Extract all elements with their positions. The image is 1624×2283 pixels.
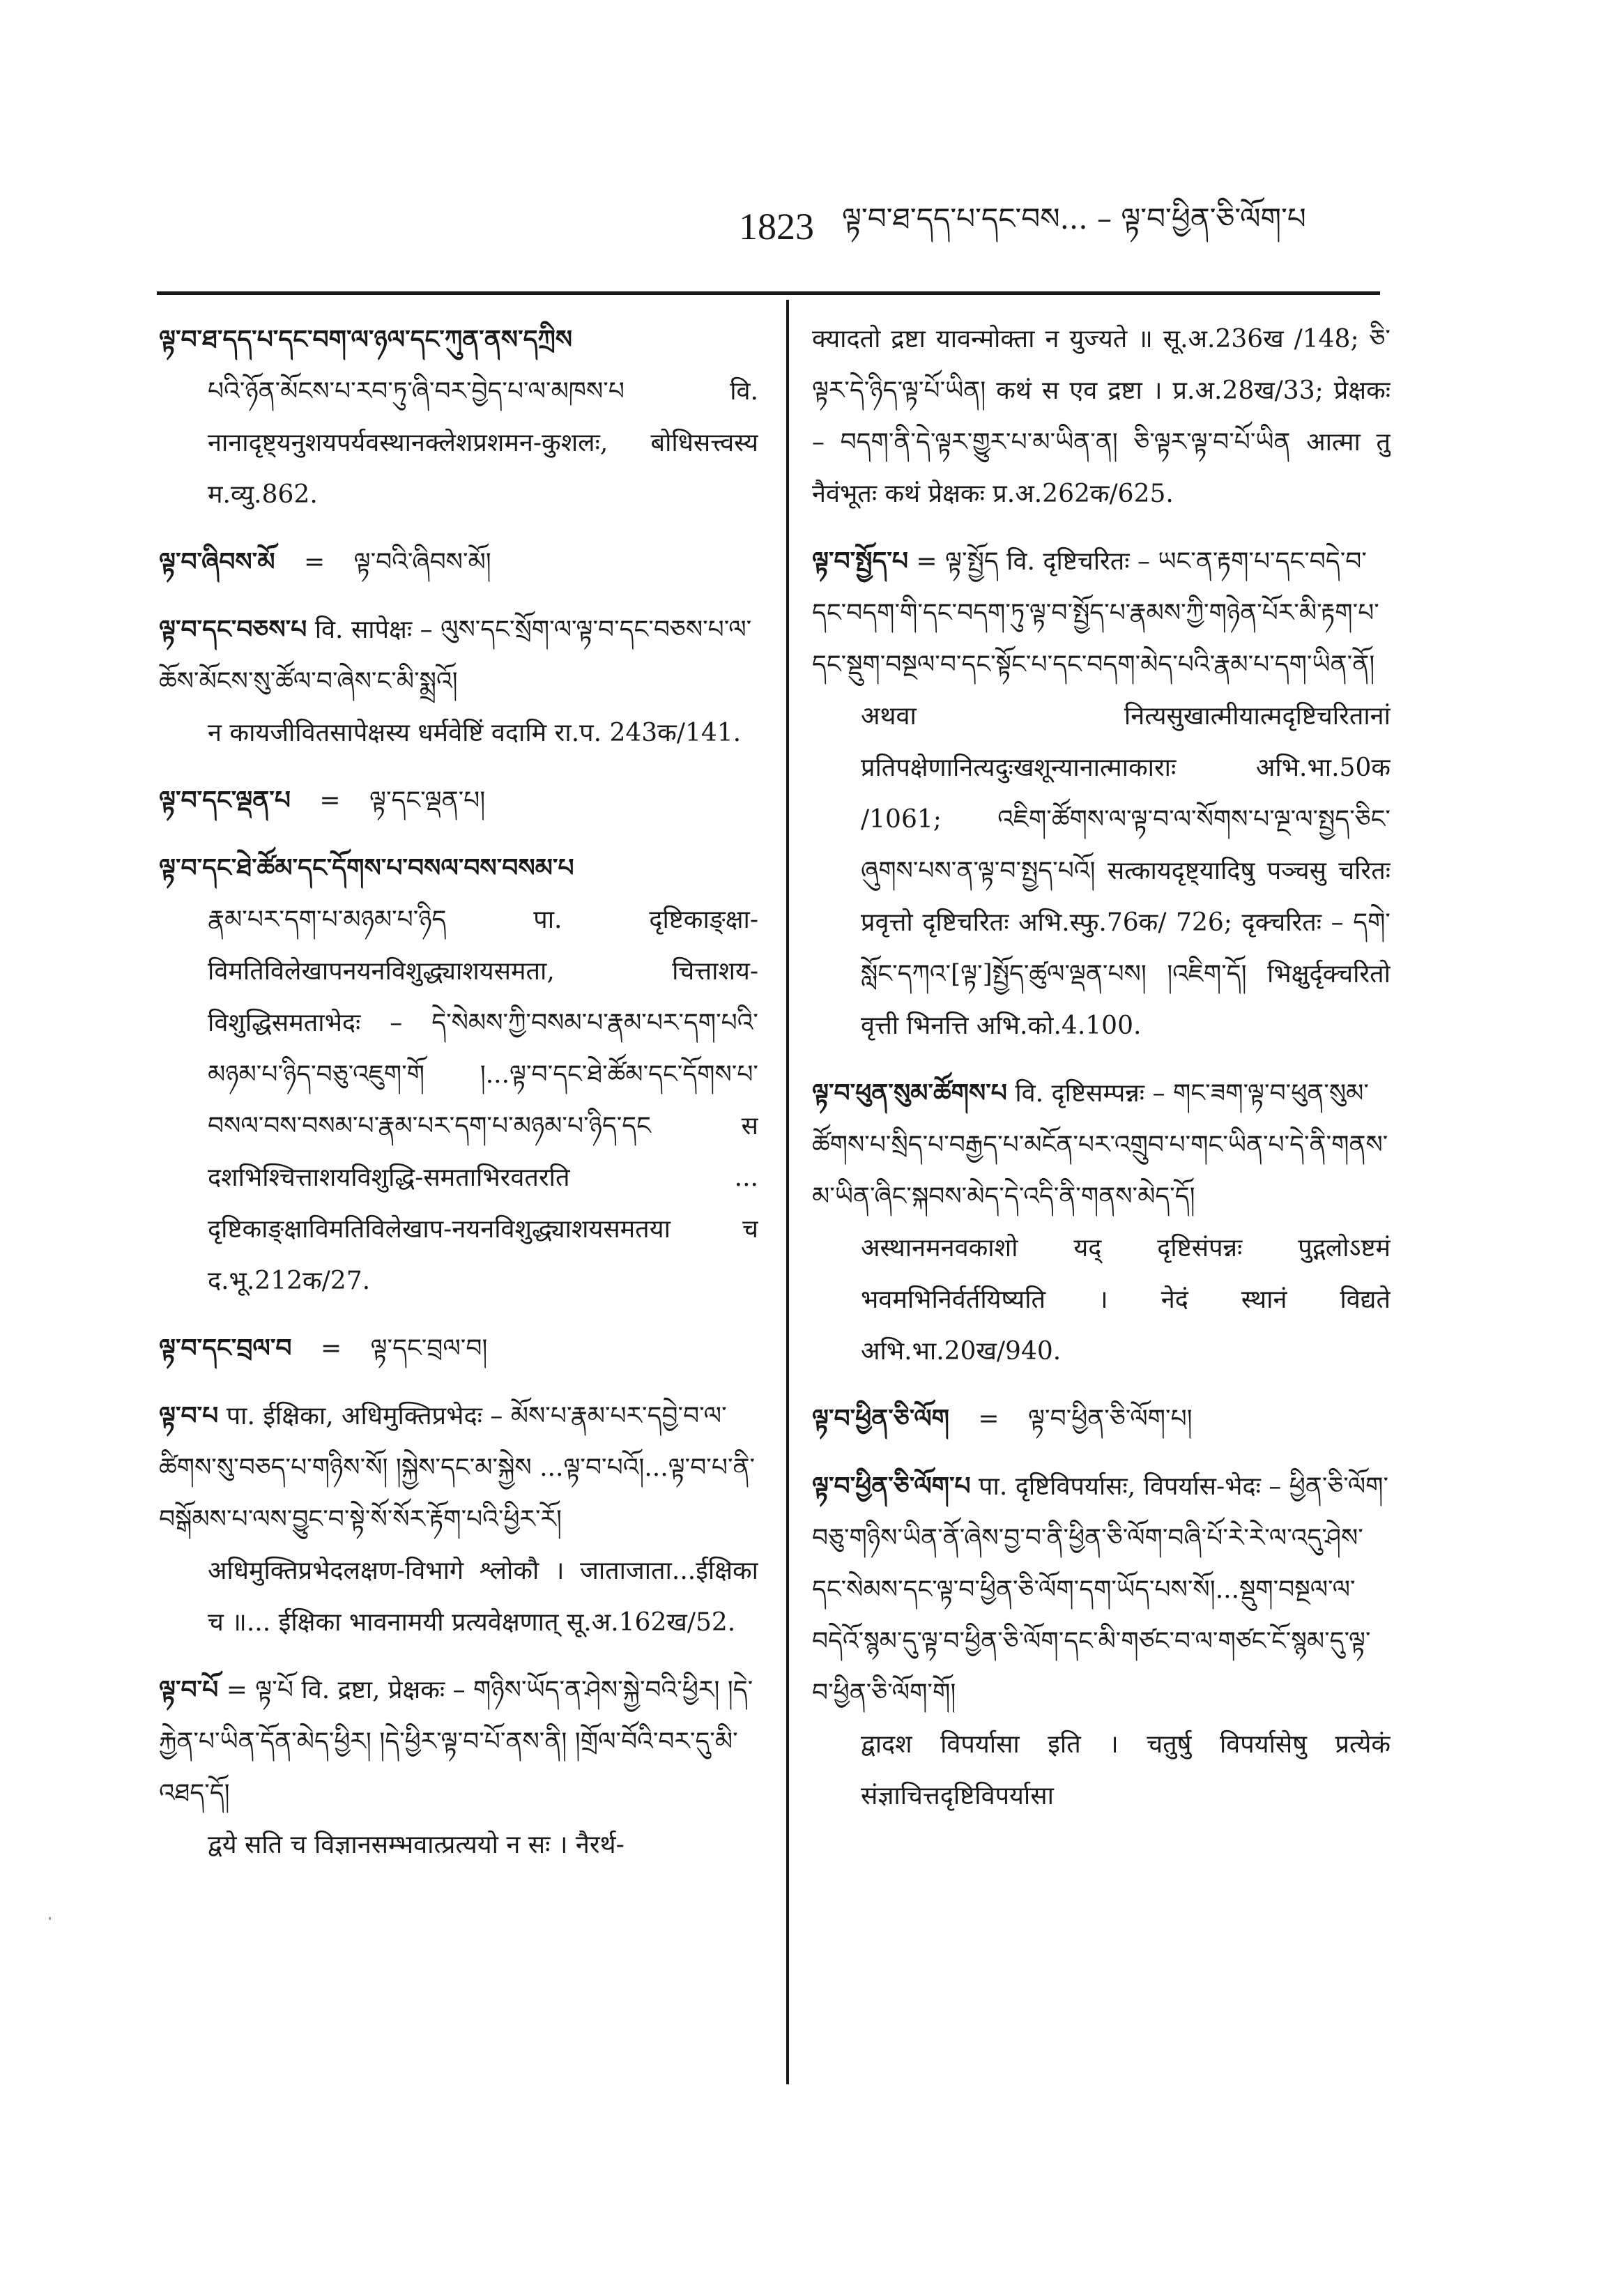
- running-head: ལྟ་བ་ཐ་དད་པ་དང་བས... – ལྟ་བ་ཕྱིན་ཅི་ལོག་པ: [842, 201, 1306, 236]
- dictionary-entry: [159, 604, 758, 759]
- entry-body: अधिमुक्तिप्रभेदलक्षण-विभागे श्लोकौ । जाताजाता...ईक्षिका च ॥... ईक्षिका भावनामयी प्रत्यवेक्षणात् सू.अ.162ख/52.: [208, 1557, 758, 1637]
- entry-gloss: ལྟ་བའི་ཞིབས་མོ།: [353, 548, 491, 577]
- entry-body: न कायजीवितसापेक्षस्य धर्मवेष्टिं वदामि रा.प. 243क/141.: [208, 719, 742, 747]
- entry-gloss: = ལྟ་པོ वि. द्रष्टा, प्रेक्षकः – གཉིས་ཡོད་ན་ཤེས་སྐྱེ་བའི་ཕྱིར། །དེ་རྐྱེན་པ་ཡིན་དོན་མེད་ཕྱིར། །དེ་ཕྱིར་ལྟ་བ་པོ་ནས་ནི། །གྲོལ་བོའི་བར་དུ་མི་འཐད་དོ།: [159, 1676, 753, 1808]
- entry-gloss: ལྟ་བ་ཕྱིན་ཅི་ལོག་པ།: [1028, 1405, 1193, 1433]
- page-header: [739, 195, 1436, 258]
- dictionary-entry: [812, 1460, 1391, 1822]
- entry-headword: ལྟ་བ་དང་བྲལ་བ: [159, 1334, 292, 1363]
- continued-entry-text: क्यादतो द्रष्टा यावन्मोक्ता न युज्यते ॥ सू.अ.236ख /148; ཅི་ལྟར་དེ་ཉིད་ལྟ་པོ་ཡིན། कथं स एव द्रष्टा । प्र.अ.28ख/33; प्रेक्षकः – བདག་ནི་དེ་ལྟར་གྱུར་པ་མ་ཡིན་ན། ཅི་ལྟར་ལྟ་བ་པོ་ཡིན आत्मा तु नैवंभूतः कथं प्रेक्षकः प्र.अ.262क/625.: [812, 325, 1391, 508]
- dictionary-entry: [812, 535, 1391, 1052]
- entry-equals: =: [303, 548, 325, 577]
- entry-headword: ལྟ་བ་ཕྱིན་ཅི་ལོག་པ: [812, 1472, 971, 1501]
- entry-gloss: ལྟ་དང་ལྡན་པ།: [369, 786, 486, 815]
- entry-headword: ལྟ་བ་དང་ལྡན་པ: [159, 786, 291, 815]
- entry-body: अस्थानमनवकाशो यद् दृष्टिसंपन्नः पुद्गलोऽष्टमं भवमभिनिर्वर्तयिष्यति । नेदं स्थानं विद्यते अभि.भा.20ख/940.: [861, 1234, 1391, 1366]
- entry-headword: ལྟ་བ་ཕུན་སུམ་ཚོགས་པ: [812, 1078, 1007, 1108]
- left-column: [159, 314, 758, 2126]
- entry-gloss: ལྟ་དང་བྲལ་བ།: [370, 1334, 488, 1363]
- dictionary-entry: [159, 536, 758, 588]
- dictionary-entry: [159, 842, 758, 1307]
- entry-equals: =: [978, 1405, 999, 1433]
- header-rule: [157, 291, 1380, 295]
- entry-headword: ལྟ་བ་ཞིབས་མོ: [159, 547, 275, 577]
- entry-gloss: वि. दृष्टिसम्पन्नः – གང་ཟག་ལྟ་བ་ཕུན་སུམ་ཚོགས་པ་སྲིད་པ་བརྒྱད་པ་མངོན་པར་འགྲུབ་པ་གང་ཡིན་པ་དེ་ནི་གནས་མ་ཡིན་ཞིང་སྐབས་མེད་དེ་འདི་ནི་གནས་མེད་དོ།: [812, 1079, 1388, 1211]
- column-divider: [786, 300, 789, 2084]
- dictionary-entry: [159, 774, 758, 827]
- entry-headword: ལྟ་བ་སྤྱོད་པ: [812, 547, 908, 576]
- entry-body: द्वादश विपर्यासा इति । चतुर्षु विपर्यासेषु प्रत्येकं संज्ञाचित्तदृष्टिविपर्यासा: [861, 1730, 1391, 1810]
- entry-headword: ལྟ་བ་དང་བཅས་པ: [159, 615, 307, 644]
- entry-equals: =: [320, 1334, 342, 1363]
- entry-body: རྣམ་པར་དག་པ་མཉམ་པ་ཉིད पा. दृष्टिकाङ्क्षा-विमतिविलेखापनयनविशुद्ध्याशयसमता, चित्ताशय-विशुद्धिसमताभेदः – དེ་སེམས་ཀྱི་བསམ་པ་རྣམ་པར་དག་པའི་མཉམ་པ་ཉིད་བཅུ་འཇུག་གོ །...ལྟ་བ་དང་ཐེ་ཚོམ་དང་དོགས་པ་བསལ་བས་བསམ་པ་རྣམ་པར་དག་པ་མཉམ་པ་ཉིད་དང स दशभिश्चित्ताशयविशुद्धि-समताभिरवतरति ... दृष्टिकाङ्क्षाविमतिविलेखाप-नयनविशुद्ध्याशयसमतया च द.भू.212क/27.: [208, 906, 758, 1295]
- entry-equals: =: [319, 786, 341, 815]
- entry-headword: ལྟ་བ་པ: [159, 1401, 219, 1430]
- dictionary-entry: [159, 314, 758, 521]
- dictionary-entry: [159, 1664, 758, 1871]
- entry-gloss: वि. सापेक्षः – ལུས་དང་སྲོག་ལ་ལྟ་བ་དང་བཅས་པ་ལ་ཆོས་མོངས་སུ་ཚོལ་བ་ཞེས་ང་མི་སྨྲའོ།: [159, 616, 752, 696]
- entry-body: པའི་ཉོན་མོངས་པ་རབ་ཏུ་ཞི་བར་བྱེད་པ་ལ་མཁས་པ वि. नानादृष्ट्यनुशयपर्यवस्थानक्लेशप्रशमन-कुशलः, बोधिसत्त्वस्य म.व्यु.862.: [208, 377, 758, 509]
- entry-gloss: = ལྟ་སྤྱོད वि. दृष्टिचरितः – ཡང་ན་རྟག་པ་དང་བདེ་བ་དང་བདག་གི་དང་བདག་ཏུ་ལྟ་བ་སྤྱོད་པ་རྣམས་ཀྱི་གཉེན་པོར་མི་རྟག་པ་དང་སྡུག་བསྔལ་བ་དང་སྟོང་པ་དང་བདག་མེད་པའི་རྣམ་པ་དག་ཡིན་ནོ།: [812, 547, 1379, 679]
- scan-speck: [49, 1917, 51, 1920]
- dictionary-entry: [812, 1067, 1391, 1377]
- entry-gloss: पा. ईक्षिका, अधिमुक्तिप्रभेदः – མོས་པ་རྣམ་པར་དབྱེ་བ་ལ་ཚིགས་སུ་བཅད་པ་གཉིས་སོ། །སྐྱེས་དང་མ་སྐྱེས ...ལྟ་བ་པའོ།...ལྟ་བ་པ་ནི་བསྒོམས་པ་ལས་བྱུང་བ་སྟེ་སོ་སོར་རྟོག་པའི་ཕྱིར་རོ།: [159, 1402, 756, 1534]
- entry-body: अथवा नित्यसुखात्मीयात्मदृष्टिचरितानां प्रतिपक्षेणानित्यदुःखशून्यानात्माकाराः अभि.भा.50क /1061; འཇིག་ཚོགས་ལ་ལྟ་བ་ལ་སོགས་པ་ལྔ་ལ་སྤྱད་ཅིང་ཞུགས་པས་ན་ལྟ་བ་སྤྱད་པའོ། सत्कायदृष्ट्यादिषु पञ्चसु चरितः प्रवृत्तो दृष्टिचरितः अभि.स्फु.76क/ 726; दृक्चरितः – དགེ་སློང་དཀའ་[ལྟ་]སྤྱོད་ཚུལ་ལྡན་པས། །འཇིག་དོ། भिक्षुर्दृक्चरितो वृत्ती भिनत्ति अभि.को.4.100.: [861, 702, 1391, 1040]
- right-column: [812, 314, 1391, 2126]
- entry-headword: ལྟ་བ་པོ: [159, 1675, 219, 1704]
- dictionary-entry: [812, 1393, 1391, 1445]
- entry-headword: ལྟ་བ་ཐ་དད་པ་དང་བག་ལ་ཉལ་དང་ཀུན་ནས་དཀྲིས: [159, 325, 573, 354]
- page-number: 1823: [739, 206, 814, 247]
- dictionary-entry: [159, 1390, 758, 1649]
- entry-gloss: पा. दृष्टिविपर्यासः, विपर्यास-भेदः – ཕྱིན་ཅི་ལོག་བཅུ་གཉིས་ཡིན་ནོ་ཞེས་བྱ་བ་ནི་ཕྱིན་ཅི་ལོག་བཞི་པོ་རེ་རེ་ལ་འདུ་ཤེས་དང་སེམས་དང་ལྟ་བ་ཕྱིན་ཅི་ལོག་དག་ཡོད་པས་སོ།...སྡུག་བསྔལ་ལ་བདེའོ་སྙམ་དུ་ལྟ་བ་ཕྱིན་ཅི་ལོག་དང་མི་གཙང་བ་ལ་གཙང་ངོ་སྙམ་དུ་ལྟ་བ་ཕྱིན་ཅི་ལོག་གོ།: [812, 1472, 1389, 1707]
- entry-body: द्वये सति च विज्ञानसम्भवात्प्रत्ययो न सः । नैरर्थ-: [208, 1831, 625, 1859]
- entry-headword: ལྟ་བ་ཕྱིན་ཅི་ལོག: [812, 1404, 949, 1433]
- entry-headword: ལྟ་བ་དང་ཐེ་ཚོམ་དང་དོགས་པ་བསལ་བས་བསམ་པ: [159, 853, 574, 883]
- dictionary-entry: [159, 1322, 758, 1375]
